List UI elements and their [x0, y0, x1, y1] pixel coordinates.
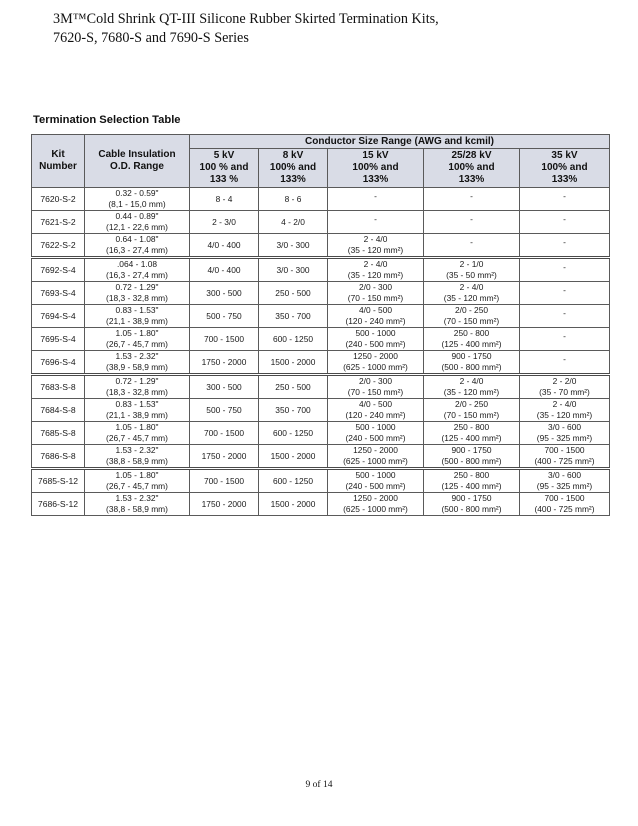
kit-number-cell: 7685-S-8: [32, 422, 85, 445]
conductor-range-cell-kv15: 1250 - 2000 (625 - 1000 mm²): [328, 493, 424, 516]
conductor-range-cell-kv8: 350 - 700: [259, 305, 328, 328]
header-conductor-size-range: Conductor Size Range (AWG and kcmil): [190, 135, 610, 149]
header-kit-number: Kit Number: [32, 135, 85, 188]
conductor-range-cell-kv8: 1500 - 2000: [259, 445, 328, 469]
conductor-range-cell-kv35: -: [520, 188, 610, 211]
conductor-range-cell-kv35: 2 - 4/0 (35 - 120 mm²): [520, 399, 610, 422]
conductor-range-cell-kv25: -: [424, 234, 520, 258]
conductor-range-cell-kv8: 600 - 1250: [259, 469, 328, 493]
conductor-range-cell-kv25: -: [424, 211, 520, 234]
od-range-cell: 1.05 - 1.80" (26,7 - 45,7 mm): [85, 422, 190, 445]
conductor-range-cell-kv35: -: [520, 305, 610, 328]
kit-number-cell: 7692-S-4: [32, 258, 85, 282]
table-row: [32, 469, 610, 493]
page-number: 9 of 14: [305, 780, 333, 790]
conductor-range-cell-kv8: 250 - 500: [259, 282, 328, 305]
conductor-range-cell-kv25: 250 - 800 (125 - 400 mm²): [424, 422, 520, 445]
od-range-cell: 0.83 - 1.53" (21,1 - 38,9 mm): [85, 399, 190, 422]
conductor-range-cell-kv8: 4 - 2/0: [259, 211, 328, 234]
conductor-range-cell-kv25: 2 - 4/0 (35 - 120 mm²): [424, 375, 520, 399]
conductor-range-cell-kv15: -: [328, 211, 424, 234]
od-range-cell: 0.44 - 0.89" (12,1 - 22,6 mm): [85, 211, 190, 234]
table-row: [32, 328, 610, 351]
conductor-range-cell-kv15: -: [328, 188, 424, 211]
od-range-cell: 0.83 - 1.53" (21,1 - 38,9 mm): [85, 305, 190, 328]
conductor-range-cell-kv15: 1250 - 2000 (625 - 1000 mm²): [328, 445, 424, 469]
table-row: [32, 351, 610, 375]
kit-number-cell: 7686-S-8: [32, 445, 85, 469]
header-voltage-0: 5 kV 100 % and 133 %: [190, 149, 259, 188]
conductor-range-cell-kv5: 1750 - 2000: [190, 445, 259, 469]
conductor-range-cell-kv5: 1750 - 2000: [190, 493, 259, 516]
table-row: [32, 211, 610, 234]
kit-number-cell: 7694-S-4: [32, 305, 85, 328]
section-title: Termination Selection Table: [33, 114, 181, 126]
conductor-range-cell-kv15: 2 - 4/0 (35 - 120 mm²): [328, 234, 424, 258]
conductor-range-cell-kv15: 2 - 4/0 (35 - 120 mm²): [328, 258, 424, 282]
conductor-range-cell-kv35: -: [520, 234, 610, 258]
kit-number-cell: 7621-S-2: [32, 211, 85, 234]
conductor-range-cell-kv5: 700 - 1500: [190, 469, 259, 493]
kit-number-cell: 7695-S-4: [32, 328, 85, 351]
conductor-range-cell-kv35: 3/0 - 600 (95 - 325 mm²): [520, 469, 610, 493]
kit-number-cell: 7622-S-2: [32, 234, 85, 258]
od-range-cell: 0.72 - 1.29" (18,3 - 32,8 mm): [85, 375, 190, 399]
conductor-range-cell-kv5: 500 - 750: [190, 305, 259, 328]
conductor-range-cell-kv25: 250 - 800 (125 - 400 mm²): [424, 469, 520, 493]
table-row: [32, 493, 610, 516]
table-row: [32, 375, 610, 399]
kit-number-cell: 7684-S-8: [32, 399, 85, 422]
conductor-range-cell-kv8: 8 - 6: [259, 188, 328, 211]
od-range-cell: 1.53 - 2.32" (38,8 - 58,9 mm): [85, 493, 190, 516]
conductor-range-cell-kv5: 4/0 - 400: [190, 234, 259, 258]
document-title-line-1: 3M™Cold Shrink QT-III Silicone Rubber Skirted Termination Kits,: [53, 11, 439, 27]
kit-number-cell: 7686-S-12: [32, 493, 85, 516]
conductor-range-cell-kv35: -: [520, 258, 610, 282]
conductor-range-cell-kv25: 2/0 - 250 (70 - 150 mm²): [424, 399, 520, 422]
conductor-range-cell-kv8: 1500 - 2000: [259, 493, 328, 516]
conductor-range-cell-kv25: 900 - 1750 (500 - 800 mm²): [424, 351, 520, 375]
kit-number-cell: 7620-S-2: [32, 188, 85, 211]
conductor-range-cell-kv8: 3/0 - 300: [259, 258, 328, 282]
termination-selection-table: [31, 134, 610, 516]
header-voltage-3: 25/28 kV 100% and 133%: [424, 149, 520, 188]
conductor-range-cell-kv25: 900 - 1750 (500 - 800 mm²): [424, 493, 520, 516]
conductor-range-cell-kv8: 350 - 700: [259, 399, 328, 422]
conductor-range-cell-kv8: 600 - 1250: [259, 422, 328, 445]
conductor-range-cell-kv15: 2/0 - 300 (70 - 150 mm²): [328, 282, 424, 305]
conductor-range-cell-kv5: 8 - 4: [190, 188, 259, 211]
conductor-range-cell-kv8: 250 - 500: [259, 375, 328, 399]
conductor-range-cell-kv5: 700 - 1500: [190, 328, 259, 351]
od-range-cell: .064 - 1.08 (16,3 - 27,4 mm): [85, 258, 190, 282]
conductor-range-cell-kv25: 2 - 1/0 (35 - 50 mm²): [424, 258, 520, 282]
od-range-cell: 0.32 - 0.59" (8,1 - 15,0 mm): [85, 188, 190, 211]
conductor-range-cell-kv25: 2/0 - 250 (70 - 150 mm²): [424, 305, 520, 328]
conductor-range-cell-kv8: 1500 - 2000: [259, 351, 328, 375]
table-row: [32, 188, 610, 211]
conductor-range-cell-kv35: -: [520, 282, 610, 305]
od-range-cell: 0.72 - 1.29" (18,3 - 32,8 mm): [85, 282, 190, 305]
header-voltage-1: 8 kV 100% and 133%: [259, 149, 328, 188]
conductor-range-cell-kv5: 2 - 3/0: [190, 211, 259, 234]
document-title: [53, 10, 613, 48]
conductor-range-cell-kv35: -: [520, 211, 610, 234]
table-row: [32, 234, 610, 258]
table-row: [32, 305, 610, 328]
conductor-range-cell-kv5: 700 - 1500: [190, 422, 259, 445]
od-range-cell: 1.53 - 2.32" (38,8 - 58,9 mm): [85, 445, 190, 469]
conductor-range-cell-kv35: 3/0 - 600 (95 - 325 mm²): [520, 422, 610, 445]
conductor-range-cell-kv5: 1750 - 2000: [190, 351, 259, 375]
conductor-range-cell-kv8: 600 - 1250: [259, 328, 328, 351]
header-voltage-2: 15 kV 100% and 133%: [328, 149, 424, 188]
header-voltage-4: 35 kV 100% and 133%: [520, 149, 610, 188]
header-cable-insulation: Cable Insulation O.D. Range: [85, 135, 190, 188]
table-row: [32, 399, 610, 422]
document-title-line-2: 7620-S, 7680-S and 7690-S Series: [53, 30, 249, 46]
od-range-cell: 1.05 - 1.80" (26,7 - 45,7 mm): [85, 469, 190, 493]
conductor-range-cell-kv15: 2/0 - 300 (70 - 150 mm²): [328, 375, 424, 399]
table-row: [32, 445, 610, 469]
table-row: [32, 282, 610, 305]
conductor-range-cell-kv15: 500 - 1000 (240 - 500 mm²): [328, 469, 424, 493]
conductor-range-cell-kv25: -: [424, 188, 520, 211]
conductor-range-cell-kv35: -: [520, 351, 610, 375]
conductor-range-cell-kv15: 500 - 1000 (240 - 500 mm²): [328, 422, 424, 445]
conductor-range-cell-kv8: 3/0 - 300: [259, 234, 328, 258]
kit-number-cell: 7683-S-8: [32, 375, 85, 399]
kit-number-cell: 7696-S-4: [32, 351, 85, 375]
conductor-range-cell-kv35: 700 - 1500 (400 - 725 mm²): [520, 445, 610, 469]
conductor-range-cell-kv15: 4/0 - 500 (120 - 240 mm²): [328, 399, 424, 422]
conductor-range-cell-kv15: 1250 - 2000 (625 - 1000 mm²): [328, 351, 424, 375]
od-range-cell: 1.05 - 1.80" (26,7 - 45,7 mm): [85, 328, 190, 351]
kit-number-cell: 7693-S-4: [32, 282, 85, 305]
conductor-range-cell-kv35: 700 - 1500 (400 - 725 mm²): [520, 493, 610, 516]
table-row: [32, 422, 610, 445]
conductor-range-cell-kv15: 500 - 1000 (240 - 500 mm²): [328, 328, 424, 351]
table-row: [32, 258, 610, 282]
conductor-range-cell-kv5: 300 - 500: [190, 282, 259, 305]
conductor-range-cell-kv25: 2 - 4/0 (35 - 120 mm²): [424, 282, 520, 305]
conductor-range-cell-kv25: 250 - 800 (125 - 400 mm²): [424, 328, 520, 351]
kit-number-cell: 7685-S-12: [32, 469, 85, 493]
conductor-range-cell-kv35: 2 - 2/0 (35 - 70 mm²): [520, 375, 610, 399]
conductor-range-cell-kv25: 900 - 1750 (500 - 800 mm²): [424, 445, 520, 469]
od-range-cell: 0.64 - 1.08" (16,3 - 27,4 mm): [85, 234, 190, 258]
od-range-cell: 1.53 - 2.32" (38,9 - 58,9 mm): [85, 351, 190, 375]
conductor-range-cell-kv5: 300 - 500: [190, 375, 259, 399]
conductor-range-cell-kv35: -: [520, 328, 610, 351]
conductor-range-cell-kv15: 4/0 - 500 (120 - 240 mm²): [328, 305, 424, 328]
conductor-range-cell-kv5: 500 - 750: [190, 399, 259, 422]
conductor-range-cell-kv5: 4/0 - 400: [190, 258, 259, 282]
